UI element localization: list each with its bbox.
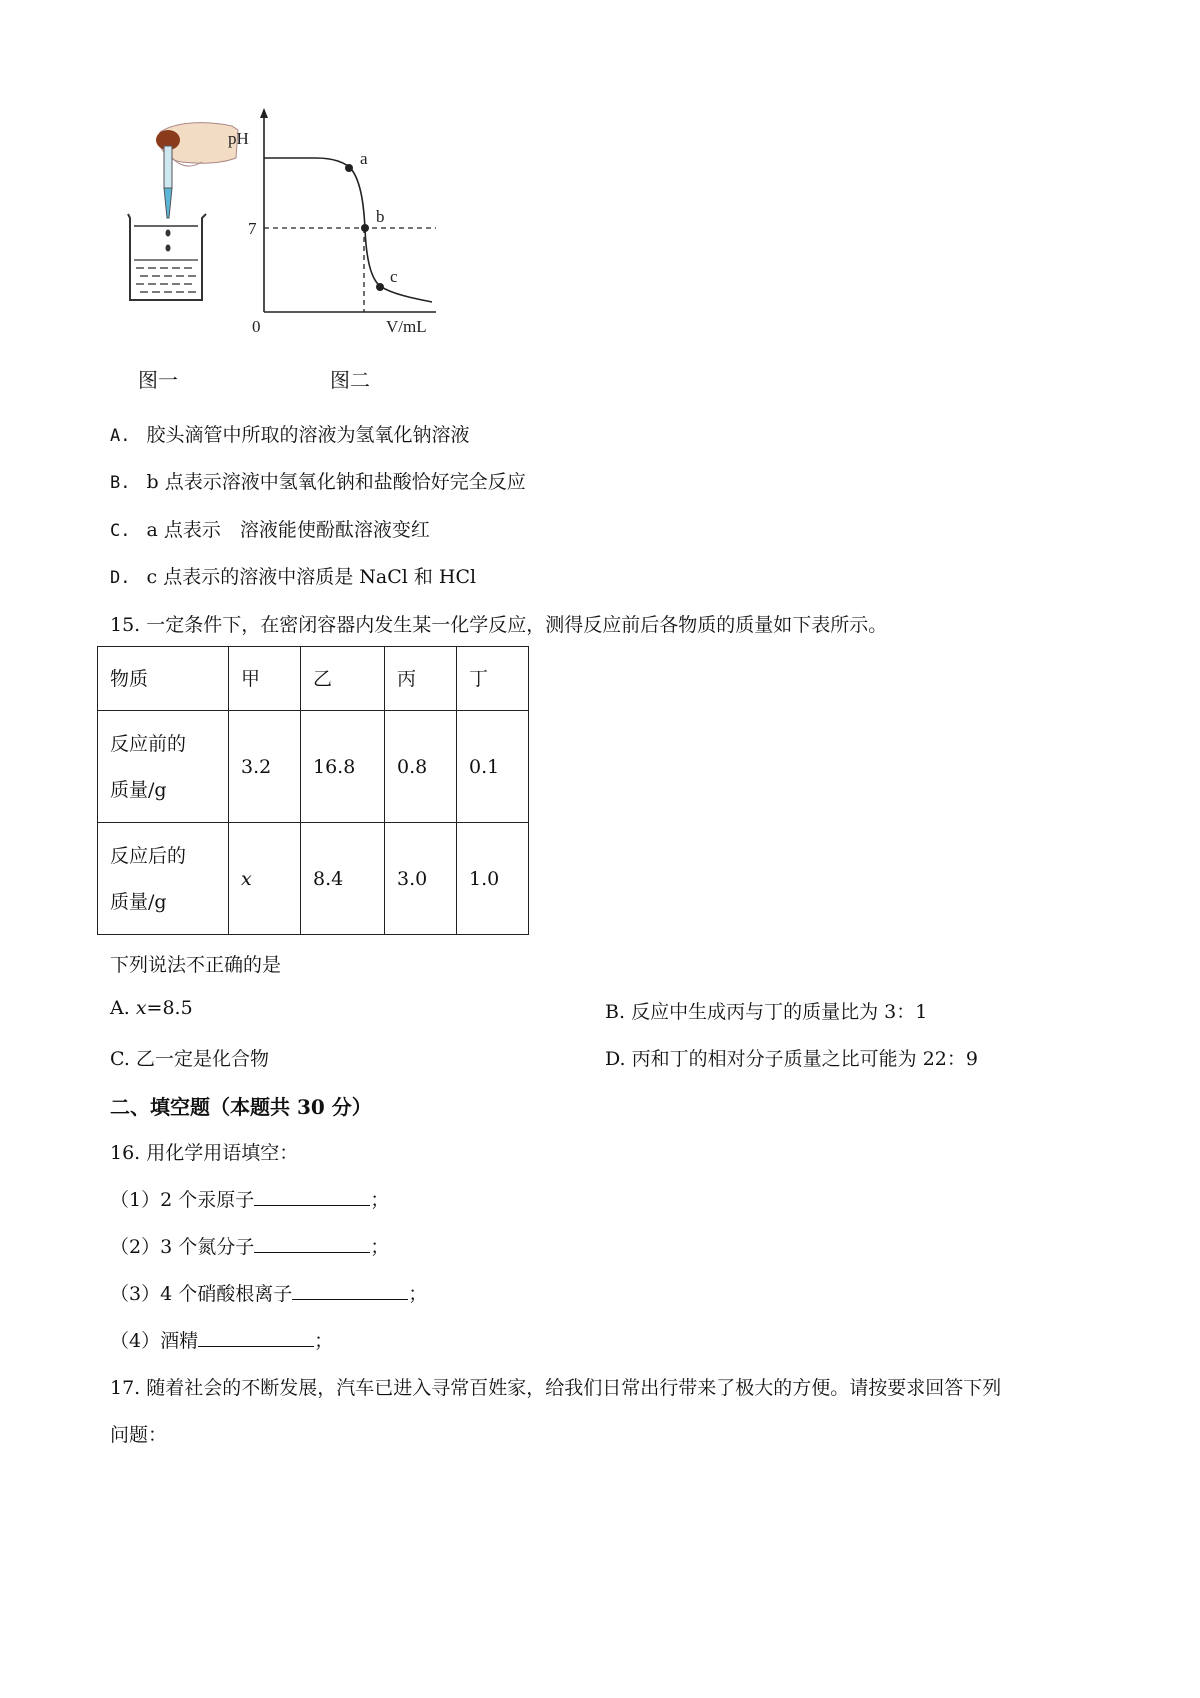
table-cell: 1.0 [457,823,529,935]
table-cell: 16.8 [301,711,385,823]
origin-label: 0 [252,317,261,336]
point-c-label: c [390,267,398,286]
option-label: A. [110,426,131,446]
table-header-row [98,647,529,711]
table-header-cell: 丙 [385,647,457,711]
option-label: B. [605,1001,626,1023]
q15-option-a [110,997,193,1019]
item-text: （4）酒精 [110,1330,199,1352]
q17-stem-line1: 17. 随着社会的不断发展，汽车已进入寻常百姓家，给我们日常出行带来了极大的方便。请按要求回答下列 [110,1377,1002,1399]
option-text: b 点表示溶液中氢氧化钠和盐酸恰好完全反应 [146,471,526,493]
item-text: （2）3 个氮分子 [110,1236,255,1258]
option-text: 乙一定是化合物 [135,1048,269,1070]
figure-2 [228,106,446,346]
option-text: 反应中生成丙与丁的质量比为 3：1 [631,1001,928,1023]
y-axis-label: pH [228,129,249,148]
answer-blank[interactable] [198,1326,314,1347]
point-a-label: a [360,149,368,168]
q17-stem-line2: 问题： [110,1424,168,1446]
q16-stem: 16. 用化学用语填空： [110,1142,299,1164]
row-label-line: 质量/g [110,778,167,801]
table-header-cell: 物质 [98,647,229,711]
q16-item-2 [110,1232,389,1259]
heading-points: 30 [296,1095,325,1119]
q16-item-3 [110,1279,427,1306]
q15-option-d [605,1044,978,1071]
item-end: ； [408,1283,428,1305]
q15-option-c [110,1044,269,1071]
table-cell: 8.4 [301,823,385,935]
row-label [98,823,229,935]
option-label: A. [110,997,130,1019]
table-header-cell: 丁 [457,647,529,711]
section-heading [110,1091,372,1120]
point-c [376,283,384,291]
q14-option-c [110,515,430,542]
item-end: ； [370,1236,390,1258]
table-cell: x [229,823,301,935]
table-cell: 0.1 [457,711,529,823]
answer-blank[interactable] [254,1185,370,1206]
item-text: （1）2 个汞原子 [110,1189,255,1211]
figure-1 [120,118,250,338]
q15-mass-table [97,646,529,935]
q16-item-1 [110,1185,389,1212]
table-cell: 3.2 [229,711,301,823]
heading-text: 分） [324,1095,372,1119]
table-row [98,823,529,935]
option-text: 丙和丁的相对分子质量之比可能为 22：9 [631,1048,978,1070]
option-label: D. [110,568,131,588]
answer-blank[interactable] [292,1279,408,1300]
heading-text: 二、填空题（本题共 [110,1095,297,1119]
option-label: D. [605,1048,626,1070]
option-text: a 点表示 溶液能使酚酞溶液变红 [146,519,430,541]
q14-option-b [110,467,526,494]
point-a [345,164,353,172]
row-label-line: 质量/g [110,890,167,913]
option-text: c 点表示的溶液中溶质是 NaCl 和 HCl [146,566,477,588]
figure-1-caption: 图一 [138,368,178,392]
table-cell: 0.8 [385,711,457,823]
q15-question: 下列说法不正确的是 [110,954,282,976]
item-end: ； [370,1189,390,1211]
y-tick-7: 7 [248,219,257,238]
ph-curve [264,158,432,302]
table-row [98,711,529,823]
x-axis-label: V/mL [386,317,427,336]
option-text: 胶头滴管中所取的溶液为氢氧化钠溶液 [146,424,470,446]
figure-2-caption: 图二 [330,368,370,392]
q14-option-d [110,562,476,589]
row-label-line: 反应前的 [110,732,187,755]
option-var: x [135,997,147,1019]
q15-stem: 15. 一定条件下，在密闭容器内发生某一化学反应，测得反应前后各物质的质量如下表所示。 [110,614,888,636]
table-header-cell: 甲 [229,647,301,711]
q14-option-a [110,420,470,447]
item-text: （3）4 个硝酸根离子 [110,1283,293,1305]
row-label [98,711,229,823]
point-b-label: b [376,207,385,226]
point-b [361,224,369,232]
option-label: C. [110,1048,130,1070]
option-label: C. [110,521,131,541]
option-label: B. [110,473,131,493]
option-text: =8.5 [146,997,193,1019]
row-label-line: 反应后的 [110,844,187,867]
ph-titration-curve [228,106,446,346]
table-header-cell: 乙 [301,647,385,711]
dropper-beaker-illustration [120,118,250,338]
item-end: ； [314,1330,334,1352]
q15-option-b [605,997,927,1024]
q16-item-4 [110,1326,333,1353]
answer-blank[interactable] [254,1232,370,1253]
table-cell: 3.0 [385,823,457,935]
